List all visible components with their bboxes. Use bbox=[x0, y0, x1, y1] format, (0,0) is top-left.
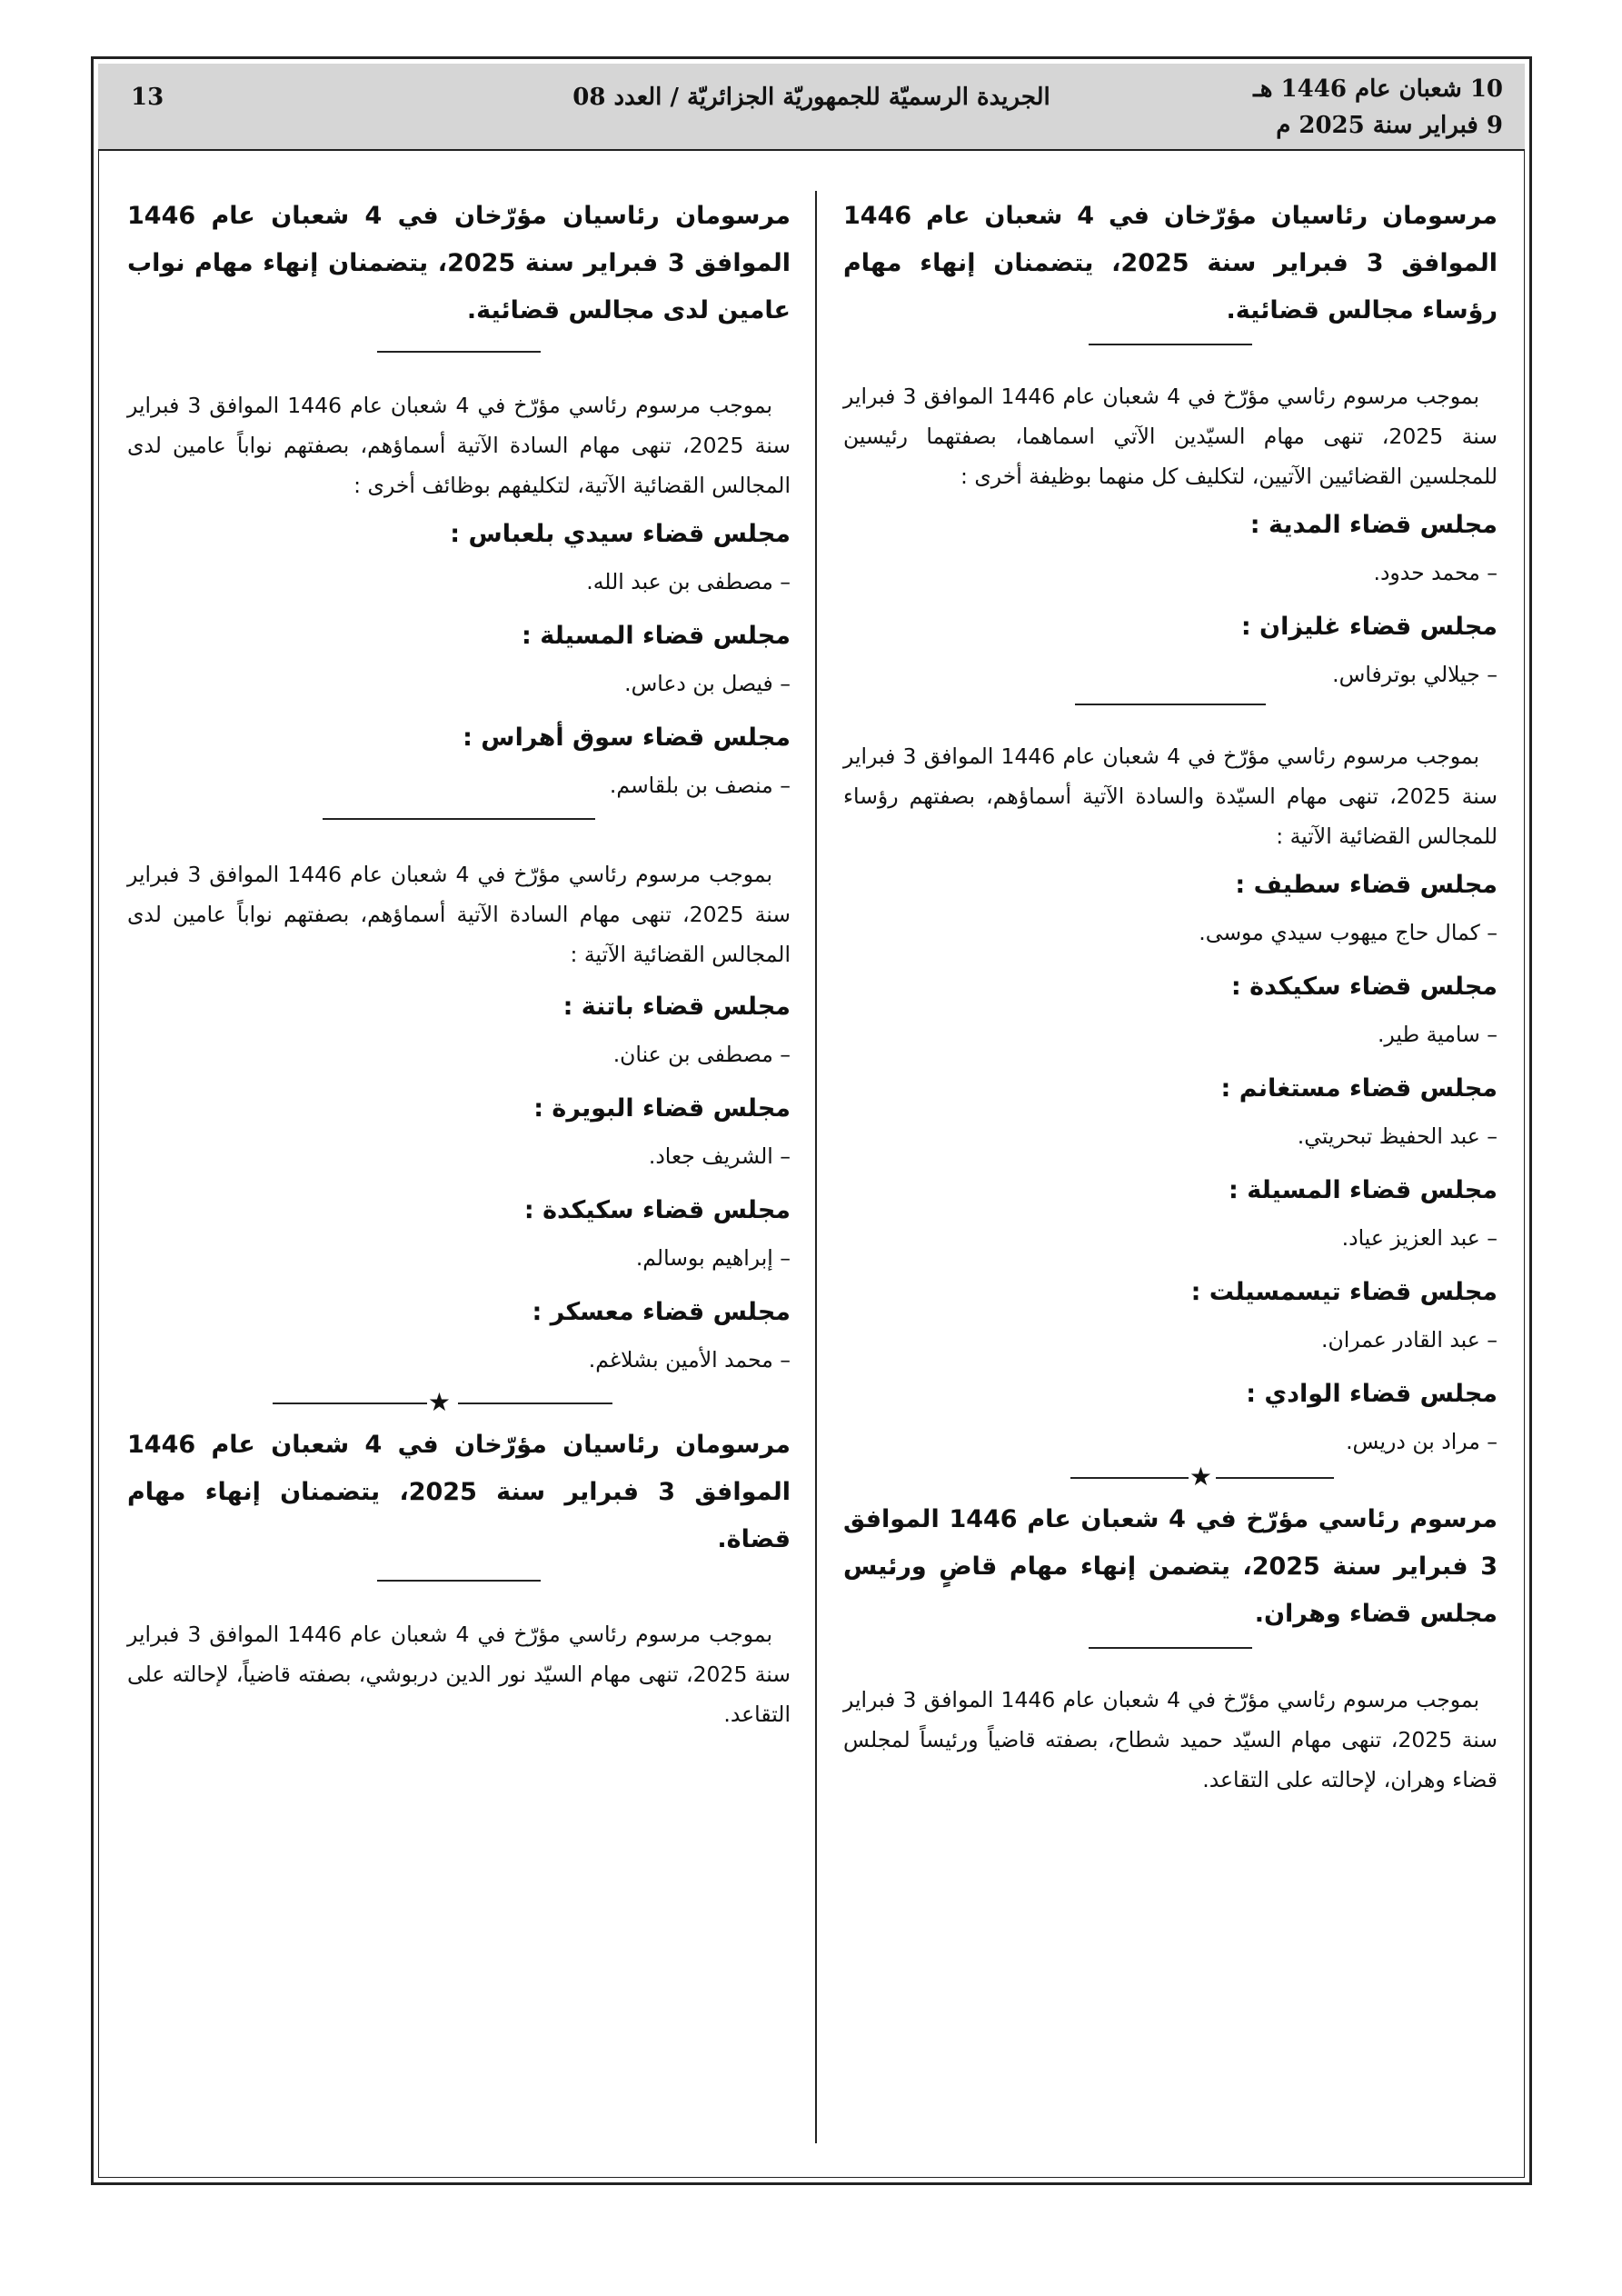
person-name: – سامية طير. bbox=[1377, 1022, 1498, 1047]
decree-text: بموجب مرسوم رئاسي مؤرّخ في 4 شعبان عام 1446 الموافق 3 فبراير سنة 2025، تنهى مهام السادة الآتية أسماؤهم، بصفتهم نواباً عامين لدى المجالس القضائية الآتية، لتكليفهم بوظائف أخرى : bbox=[127, 393, 791, 498]
council-heading: مجلس قضاء سطيف : bbox=[1235, 871, 1498, 899]
separator-rule bbox=[377, 1580, 541, 1582]
separator-rule bbox=[1089, 1647, 1252, 1649]
council-heading: مجلس قضاء سكيكدة : bbox=[523, 1196, 791, 1224]
council-heading: مجلس قضاء سيدي بلعباس : bbox=[450, 520, 791, 548]
decree-text: بموجب مرسوم رئاسي مؤرّخ في 4 شعبان عام 1446 الموافق 3 فبراير سنة 2025، تنهى مهام السادة الآتية أسماؤهم، بصفتهم نواباً عامين لدى المجالس القضائية الآتية : bbox=[127, 862, 791, 967]
council-heading: مجلس قضاء المسيلة : bbox=[1229, 1176, 1498, 1204]
person-name: – عبد القادر عمران. bbox=[1321, 1327, 1498, 1353]
left-column bbox=[127, 193, 791, 1734]
person-name: – عبد العزيز عياد. bbox=[1341, 1225, 1498, 1251]
council-heading: مجلس قضاء مستغانم : bbox=[1220, 1074, 1498, 1103]
person-name: – إبراهيم بوسالم. bbox=[635, 1245, 791, 1271]
decree-text: بموجب مرسوم رئاسي مؤرّخ في 4 شعبان عام 1446 الموافق 3 فبراير سنة 2025، تنهى مهام السيّدة والسادة الآتية أسماؤهم، بصفتهم رؤساء للمجالس القضائية الآتية : bbox=[843, 744, 1498, 849]
column-divider bbox=[815, 191, 817, 2143]
star-separator bbox=[127, 1387, 791, 1417]
person-name: – فيصل بن دعاس. bbox=[624, 671, 791, 696]
decree-text: بموجب مرسوم رئاسي مؤرّخ في 4 شعبان عام 1446 الموافق 3 فبراير سنة 2025، تنهى مهام السيّدين الآتي اسماهما، بصفتهما رئيسين للمجلسين القضائيين الآتيين، لتكليف كل منهما بوظيفة أخرى : bbox=[843, 384, 1498, 489]
person-name: – عبد الحفيظ تبحريتي. bbox=[1297, 1123, 1498, 1149]
council-heading: مجلس قضاء المدية : bbox=[1249, 511, 1498, 539]
star-icon: ★ bbox=[427, 1387, 451, 1417]
page-number: 13 bbox=[131, 84, 164, 111]
section-title: مرسوم رئاسي مؤرّخ في 4 شعبان عام 1446 الموافق 3 فبراير سنة 2025، يتضمن إنهاء مهام قاضٍ ورئيس مجلس قضاء وهران. bbox=[843, 1505, 1498, 1628]
council-heading: مجلس قضاء تيسمسيلت : bbox=[1190, 1278, 1498, 1306]
council-heading: مجلس قضاء معسكر : bbox=[532, 1298, 791, 1326]
section-title: مرسومان رئاسيان مؤرّخان في 4 شعبان عام 1446 الموافق 3 فبراير سنة 2025، يتضمنان إنهاء مهام قضاة. bbox=[127, 1431, 791, 1553]
council-heading: مجلس قضاء سوق أهراس : bbox=[463, 724, 791, 752]
council-heading: مجلس قضاء باتنة : bbox=[562, 993, 791, 1021]
person-name: – مصطفى بن عنان. bbox=[612, 1042, 791, 1067]
person-name: – جيلالي بوترفاس. bbox=[1332, 662, 1498, 687]
separator-rule bbox=[377, 351, 541, 353]
person-name: – منصف بن بلقاسم. bbox=[609, 773, 791, 798]
page-header bbox=[98, 64, 1525, 151]
separator-rule bbox=[1089, 344, 1252, 345]
decree-text: بموجب مرسوم رئاسي مؤرّخ في 4 شعبان عام 1446 الموافق 3 فبراير سنة 2025، تنهى مهام السيّد نور الدين دربوشي، بصفته قاضياً، لإحالته على التقاعد. bbox=[127, 1622, 791, 1727]
council-heading: مجلس قضاء المسيلة : bbox=[522, 622, 791, 650]
council-heading: مجلس قضاء سكيكدة : bbox=[1230, 973, 1498, 1001]
separator-rule bbox=[323, 818, 595, 820]
person-name: – مراد بن دريس. bbox=[1346, 1429, 1498, 1454]
council-heading: مجلس قضاء غليزان : bbox=[1240, 613, 1498, 641]
person-name: – محمد الأمين بشلاغم. bbox=[588, 1347, 791, 1373]
council-heading: مجلس قضاء الوادي : bbox=[1246, 1380, 1498, 1408]
person-name: – الشريف جعاد. bbox=[648, 1143, 791, 1169]
right-column bbox=[843, 193, 1498, 1800]
person-name: – مصطفى بن عبد الله. bbox=[586, 569, 791, 594]
header-title: الجريدة الرسميّة للجمهوريّة الجزائريّة / العدد 08 bbox=[572, 84, 1050, 111]
council-heading: مجلس قضاء البويرة : bbox=[533, 1094, 791, 1123]
section-title: مرسومان رئاسيان مؤرّخان في 4 شعبان عام 1446 الموافق 3 فبراير سنة 2025، يتضمنان إنهاء مهام رؤساء مجالس قضائية. bbox=[843, 202, 1498, 324]
person-name: – كمال حاج ميهوب سيدي موسى. bbox=[1199, 920, 1498, 945]
person-name: – محمد حدود. bbox=[1373, 560, 1498, 585]
star-icon: ★ bbox=[1189, 1462, 1212, 1492]
header-date-gregorian: 9 فبراير سنة 2025 م bbox=[1276, 112, 1503, 139]
section-title: مرسومان رئاسيان مؤرّخان في 4 شعبان عام 1446 الموافق 3 فبراير سنة 2025، يتضمنان إنهاء مهام نواب عامين لدى مجالس قضائية. bbox=[127, 202, 791, 324]
header-date-hijri: 10 شعبان عام 1446 هـ bbox=[1253, 75, 1503, 103]
decree-text: بموجب مرسوم رئاسي مؤرّخ في 4 شعبان عام 1446 الموافق 3 فبراير سنة 2025، تنهى مهام السيّد حميد شطاح، بصفته قاضياً ورئيساً لمجلس قضاء وهران، لإحالته على التقاعد. bbox=[843, 1687, 1498, 1792]
separator-rule bbox=[1075, 704, 1266, 705]
star-separator bbox=[843, 1462, 1498, 1492]
